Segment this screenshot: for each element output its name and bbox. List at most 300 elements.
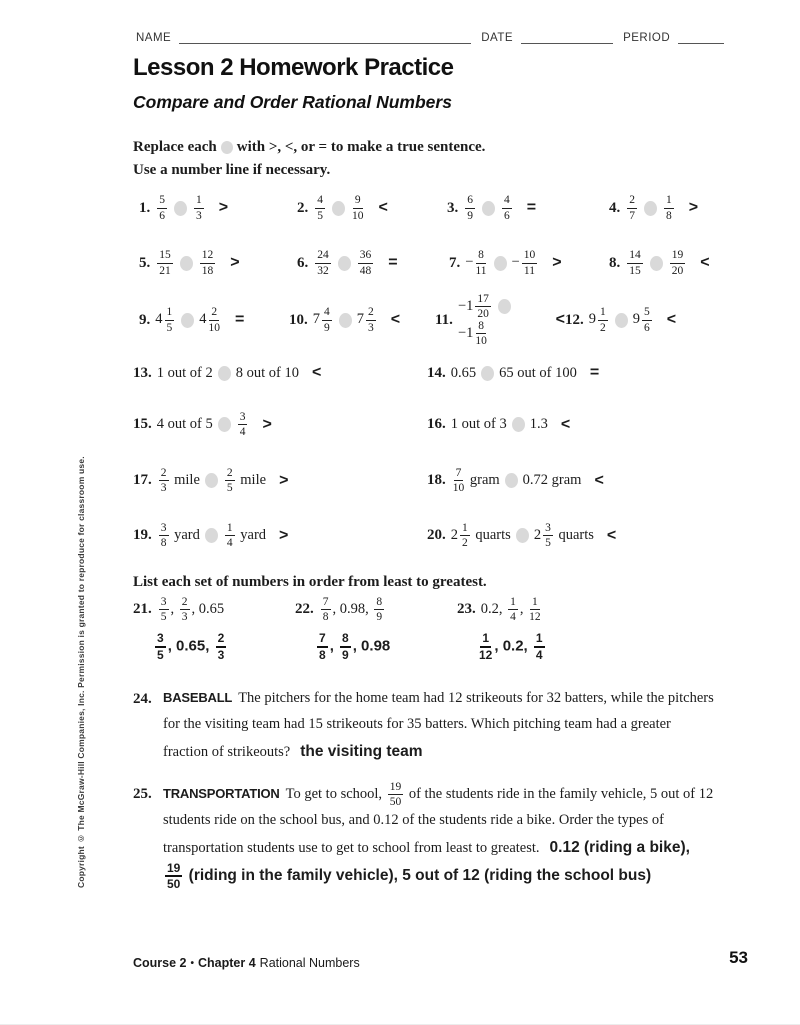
problem	[435, 290, 565, 350]
fraction	[159, 522, 169, 549]
instruction-text-before: Replace each	[133, 139, 217, 155]
fraction-numerator: 3	[238, 411, 248, 425]
problem-text: ,	[519, 600, 528, 617]
fraction-denominator: 3	[160, 482, 167, 494]
problem-expression	[157, 467, 266, 494]
problem-number: 1.	[139, 199, 151, 216]
problem-text: ,	[329, 637, 339, 655]
whole-number: −1	[457, 324, 474, 341]
problem-expression	[313, 249, 375, 276]
problem-row	[133, 396, 752, 453]
mixed-number	[457, 292, 493, 320]
instructions-line2: Use a number line if necessary.	[133, 162, 331, 178]
fraction-numerator: 2	[216, 632, 227, 648]
problem-number: 3.	[447, 199, 459, 216]
fraction	[216, 632, 227, 661]
fraction	[475, 320, 487, 347]
problem	[139, 180, 297, 236]
whole-number: −1	[457, 297, 474, 314]
answer-oval	[205, 528, 218, 543]
mixed-number	[450, 521, 472, 549]
fraction	[460, 522, 470, 549]
comparison-answer: >	[279, 526, 289, 544]
fraction-numerator: 3	[159, 596, 169, 610]
mixed-number	[457, 320, 489, 348]
whole-number: 4	[155, 311, 163, 328]
problem-number: 10.	[289, 311, 308, 328]
problem-number: 14.	[427, 364, 446, 381]
problem-text: 65 out of 100	[499, 364, 577, 381]
answer-oval	[650, 256, 663, 271]
problem-text-body	[163, 690, 714, 760]
problem-text: 1.3	[529, 416, 548, 432]
fraction-numerator: 8	[476, 320, 486, 334]
problem	[289, 290, 435, 350]
fraction-numerator: 2	[209, 306, 219, 320]
fraction	[598, 306, 608, 333]
fraction-numerator: 12	[200, 249, 216, 263]
problem-text: the visiting team	[300, 742, 423, 760]
fraction-denominator: 32	[317, 264, 329, 277]
problem-text: , 0.65,	[167, 637, 214, 655]
copyright-sidebar: Copyright © The McGraw-Hill Companies, Inc. Permission is granted to reproduce for classroom use.	[76, 456, 86, 888]
fraction-denominator: 10	[452, 482, 465, 494]
problem-row	[133, 350, 752, 396]
whole-number: 2	[533, 526, 542, 543]
fraction	[529, 596, 541, 623]
fraction-numerator: 17	[475, 293, 491, 307]
fraction-numerator: 8	[340, 632, 351, 648]
word-problem-24	[133, 686, 715, 765]
fraction-numerator: 19	[670, 249, 686, 263]
fraction-denominator: 5	[157, 647, 164, 662]
fraction-denominator: 9	[342, 647, 349, 662]
whole-number: 9	[632, 311, 640, 328]
problem-number: 15.	[133, 416, 152, 432]
fraction-numerator: 5	[642, 306, 652, 320]
ordering-problems	[133, 596, 750, 661]
whole-number: 7	[312, 311, 320, 328]
fraction-numerator: 3	[155, 632, 166, 648]
mixed-number	[155, 306, 176, 334]
problem-text: −	[511, 254, 520, 271]
comparison-answer: <	[311, 364, 322, 381]
problem-expression	[157, 365, 299, 382]
problem-text: 0.12 (riding a bike),	[549, 838, 690, 856]
problem	[427, 350, 752, 396]
fraction	[366, 306, 376, 333]
problem	[427, 396, 752, 453]
problem-number: 19.	[133, 527, 152, 543]
problem	[295, 596, 457, 661]
problem	[609, 236, 752, 290]
comparison-problems	[133, 180, 752, 563]
problem-text: 1 out of 3	[450, 416, 507, 432]
problem-expression-row	[295, 596, 457, 623]
fraction-denominator: 18	[201, 264, 214, 277]
comparison-answer: =	[235, 311, 245, 328]
fraction	[508, 596, 518, 623]
fraction	[157, 249, 173, 276]
fraction	[209, 306, 221, 333]
fraction-denominator: 4	[226, 537, 233, 549]
fraction	[157, 194, 167, 221]
fraction-denominator: 5	[166, 321, 173, 334]
fraction-denominator: 3	[196, 209, 202, 222]
problem-expression	[157, 411, 250, 438]
problem-expression-row	[133, 596, 295, 623]
comparison-answer: =	[589, 364, 600, 381]
problem-row	[133, 453, 752, 508]
mixed-number	[632, 306, 654, 334]
problem-text: −	[465, 254, 474, 271]
problem-row	[133, 236, 752, 290]
answer-oval	[218, 417, 231, 432]
answer-oval	[205, 473, 218, 488]
section2-heading: List each set of numbers in order from least to greatest.	[133, 574, 487, 590]
fraction-denominator: 8	[319, 647, 326, 662]
problem	[133, 350, 427, 396]
ordering-answer	[477, 632, 750, 661]
fraction-numerator: 1	[225, 522, 235, 536]
instructions-line1	[133, 139, 485, 156]
comparison-answer: =	[388, 254, 398, 271]
fraction-numerator: 1	[165, 306, 175, 320]
fraction-numerator: 36	[358, 249, 374, 263]
fraction-numerator: 6	[465, 194, 475, 208]
footer-chapter-title: Rational Numbers	[259, 956, 360, 970]
fraction-denominator: 7	[629, 209, 635, 222]
problem-text: quarts	[554, 526, 594, 543]
fraction-denominator: 6	[159, 209, 165, 222]
problem-expression	[157, 522, 266, 549]
fraction-numerator: 1	[598, 306, 608, 320]
fraction	[543, 522, 553, 549]
problem-number: 23.	[457, 601, 476, 618]
page-number: 53	[729, 948, 748, 967]
fraction-numerator: 1	[460, 522, 470, 536]
problem-expression	[451, 416, 548, 433]
fraction-denominator: 4	[239, 426, 246, 438]
fraction-denominator: 10	[475, 335, 487, 348]
answer-oval	[516, 528, 529, 543]
answer-oval	[221, 141, 233, 154]
fraction-denominator: 6	[504, 209, 510, 222]
fraction	[315, 194, 325, 221]
footer-chapter: Chapter 4	[198, 956, 256, 970]
comparison-answer: >	[688, 199, 699, 216]
fraction-denominator: 12	[479, 647, 493, 662]
problem-expression	[451, 522, 594, 549]
fraction-numerator: 7	[317, 632, 328, 648]
answer-oval	[338, 256, 351, 271]
fraction-denominator: 5	[226, 482, 233, 494]
problem-expression	[451, 365, 577, 382]
problem-row	[133, 508, 752, 563]
answer-oval	[615, 313, 628, 328]
fraction	[534, 632, 545, 661]
comparison-answer: <	[560, 415, 571, 433]
problem-text: of the students ride in the family vehicle, 5 out of 12 students ride on the school bus, and 0.12 of the students ride a bike. Order the types of transportation students use to get to school from least to greatest.	[163, 785, 714, 856]
date-label: DATE	[481, 32, 514, 44]
problem-text: yard	[170, 526, 200, 543]
problem-row	[133, 290, 752, 350]
fraction-numerator: 1	[480, 632, 491, 648]
fraction-numerator: 2	[366, 306, 376, 320]
problem-number: 25.	[133, 786, 152, 802]
fraction-denominator: 12	[529, 611, 541, 624]
comparison-answer: <	[594, 471, 604, 489]
problem	[139, 290, 289, 350]
problem-number: 12.	[565, 311, 584, 328]
problem-text: mile	[236, 471, 267, 488]
fraction-denominator: 2	[600, 321, 606, 334]
fraction-denominator: 21	[159, 264, 171, 277]
comparison-answer: <	[390, 311, 401, 328]
fraction	[627, 249, 643, 276]
fraction-numerator: 2	[225, 467, 235, 481]
problem-number: 11.	[435, 311, 453, 328]
instruction-text-after: with >, <, or = to make a true sentence.	[236, 139, 486, 155]
problem-text: , 0.2,	[494, 637, 532, 655]
problem	[427, 508, 752, 563]
fraction-numerator: 19	[388, 781, 404, 795]
fraction-denominator: 5	[160, 611, 167, 624]
fraction-numerator: 1	[664, 194, 674, 208]
problem-number: 20.	[427, 527, 446, 543]
problem-number: 17.	[133, 472, 152, 488]
problem-text: quarts	[471, 526, 511, 543]
problem	[449, 236, 609, 290]
fraction	[465, 194, 475, 221]
mixed-number	[312, 306, 334, 334]
problem-text: ,	[170, 600, 178, 617]
comparison-answer: =	[526, 199, 537, 216]
comparison-answer: <	[666, 311, 677, 328]
problem-number: 16.	[427, 416, 446, 432]
fraction-numerator: 7	[454, 467, 464, 481]
fraction	[340, 632, 351, 661]
fraction	[670, 249, 686, 276]
fraction	[664, 194, 674, 221]
mixed-number	[533, 521, 555, 549]
problem-text: yard	[236, 526, 267, 543]
fraction-numerator: 7	[321, 596, 331, 610]
fraction-numerator: 4	[315, 194, 325, 208]
fraction	[317, 632, 328, 661]
problem-expression	[458, 293, 543, 347]
answer-oval	[482, 201, 495, 216]
problem-topic-label: BASEBALL	[163, 690, 233, 705]
mixed-number	[356, 306, 378, 334]
fraction	[502, 194, 512, 221]
problem-expression	[589, 306, 654, 333]
fraction-denominator: 8	[666, 209, 672, 222]
footer	[133, 956, 360, 970]
comparison-answer: >	[218, 199, 229, 216]
comparison-answer: <	[378, 199, 388, 216]
fraction	[358, 249, 374, 276]
fraction-denominator: 3	[217, 647, 225, 662]
fraction-numerator: 19	[165, 862, 182, 878]
page-title: Lesson 2 Homework Practice	[133, 54, 454, 81]
ordering-answer	[315, 632, 457, 661]
fraction-denominator: 50	[167, 877, 181, 892]
fraction	[374, 596, 384, 623]
problem-expression	[313, 306, 378, 333]
problem-text: (riding in the family vehicle), 5 out of 12 (riding the school bus)	[184, 867, 652, 885]
problem	[297, 236, 449, 290]
problem	[297, 180, 447, 236]
fraction-numerator: 1	[194, 194, 204, 208]
answer-oval	[180, 256, 193, 271]
fraction-denominator: 48	[359, 264, 372, 277]
mixed-number	[588, 306, 610, 334]
problem-number: 6.	[297, 254, 309, 271]
problem-expression	[319, 596, 386, 623]
fraction	[165, 306, 175, 333]
fraction-denominator: 4	[535, 647, 543, 662]
fraction-denominator: 10	[352, 209, 364, 222]
problem-expression	[465, 249, 539, 276]
fraction	[225, 467, 235, 494]
fraction	[238, 411, 248, 438]
problem-expression	[481, 596, 543, 623]
problem-text: 0.72 gram	[522, 471, 582, 488]
problem-expression-row	[457, 596, 750, 623]
problem-expression	[625, 194, 676, 221]
problem	[427, 453, 752, 508]
problem-expression	[155, 306, 222, 333]
whole-number: 9	[588, 311, 596, 328]
header-row	[136, 30, 750, 44]
fraction-numerator: 4	[322, 306, 332, 320]
fraction-denominator: 3	[181, 611, 188, 624]
fraction-numerator: 2	[159, 467, 169, 481]
answer-oval	[494, 256, 507, 271]
fraction	[321, 596, 331, 623]
fraction-denominator: 11	[475, 264, 487, 277]
fraction	[315, 249, 331, 276]
problem-text: , 0.98,	[332, 600, 373, 617]
problem	[565, 290, 752, 350]
problem-number: 4.	[609, 199, 621, 216]
answer-oval	[339, 313, 352, 328]
fraction-denominator: 3	[368, 321, 374, 334]
fraction-numerator: 8	[476, 249, 486, 263]
period-label: PERIOD	[623, 32, 671, 44]
comparison-answer: >	[262, 415, 272, 433]
problem-text: , 0.98	[352, 637, 391, 655]
fraction	[165, 862, 182, 891]
comparison-answer: >	[552, 254, 562, 271]
problem-expression	[625, 249, 687, 276]
problem-text: mile	[170, 471, 200, 488]
fraction-denominator: 20	[477, 307, 489, 320]
problem-text: 0.2,	[480, 600, 507, 617]
fraction	[627, 194, 637, 221]
word-problem-25	[133, 781, 715, 892]
problem-expression	[313, 194, 365, 221]
fraction-denominator: 9	[376, 611, 383, 624]
fraction-denominator: 15	[629, 264, 641, 277]
problem-number: 8.	[609, 254, 621, 271]
fraction	[475, 293, 491, 320]
problem-row	[133, 180, 752, 236]
fraction-numerator: 14	[627, 249, 643, 263]
problem-expression	[155, 194, 206, 221]
problem-text: The pitchers for the home team had 12 strikeouts for 32 batters, while the pitchers for the visiting team had 15 strikeouts for 35 batters. Which pitching team had a greater fraction of strikeouts?	[163, 690, 714, 760]
fraction-denominator: 20	[671, 264, 684, 277]
problem-number: 7.	[449, 254, 461, 271]
fraction-numerator: 1	[508, 596, 518, 610]
fraction-numerator: 8	[374, 596, 384, 610]
fraction-numerator: 1	[530, 596, 540, 610]
answer-oval	[644, 201, 657, 216]
fraction	[155, 632, 166, 661]
fraction-denominator: 50	[389, 796, 402, 809]
fraction	[475, 249, 486, 276]
fraction	[180, 596, 190, 623]
problem-topic-label: TRANSPORTATION	[163, 785, 280, 801]
fraction-denominator: 8	[160, 537, 167, 549]
fraction-denominator: 11	[523, 264, 535, 277]
comparison-answer: <	[700, 254, 710, 271]
fraction-numerator: 2	[180, 596, 190, 610]
problem-number: 13.	[133, 364, 152, 381]
fraction-denominator: 8	[322, 611, 329, 624]
fraction-denominator: 10	[208, 321, 220, 334]
problem	[133, 453, 427, 508]
answer-oval	[498, 299, 511, 314]
name-label: NAME	[136, 32, 172, 44]
problem-expression	[155, 249, 217, 276]
fraction-denominator: 9	[467, 209, 473, 222]
problem-number: 21.	[133, 601, 152, 618]
fraction-denominator: 9	[324, 321, 330, 334]
fraction-numerator: 5	[157, 194, 167, 208]
problem	[139, 236, 297, 290]
problem-expression	[157, 596, 224, 623]
fraction-numerator: 24	[315, 249, 331, 263]
fraction-numerator: 3	[543, 522, 553, 536]
fraction	[194, 194, 204, 221]
comparison-answer: <	[606, 526, 617, 544]
answer-oval	[481, 366, 494, 381]
comparison-answer: >	[230, 254, 240, 271]
fraction-denominator: 4	[510, 611, 516, 624]
problem	[447, 180, 609, 236]
fraction-numerator: 10	[522, 249, 538, 263]
fraction	[522, 249, 538, 276]
footer-course: Course 2	[133, 956, 187, 970]
problem-number: 5.	[139, 254, 151, 271]
comparison-answer: >	[279, 471, 289, 489]
problem-number: 22.	[295, 601, 314, 618]
period-blank-line	[678, 30, 724, 44]
answer-oval	[512, 417, 525, 432]
problem-expression	[451, 467, 582, 494]
word-problem-answer	[300, 743, 422, 760]
fraction	[352, 194, 364, 221]
fraction	[225, 522, 235, 549]
problem	[133, 396, 427, 453]
whole-number: 2	[450, 526, 458, 543]
answer-oval	[181, 313, 194, 328]
fraction	[453, 467, 465, 494]
fraction-numerator: 3	[159, 522, 169, 536]
name-blank-line	[179, 30, 471, 44]
